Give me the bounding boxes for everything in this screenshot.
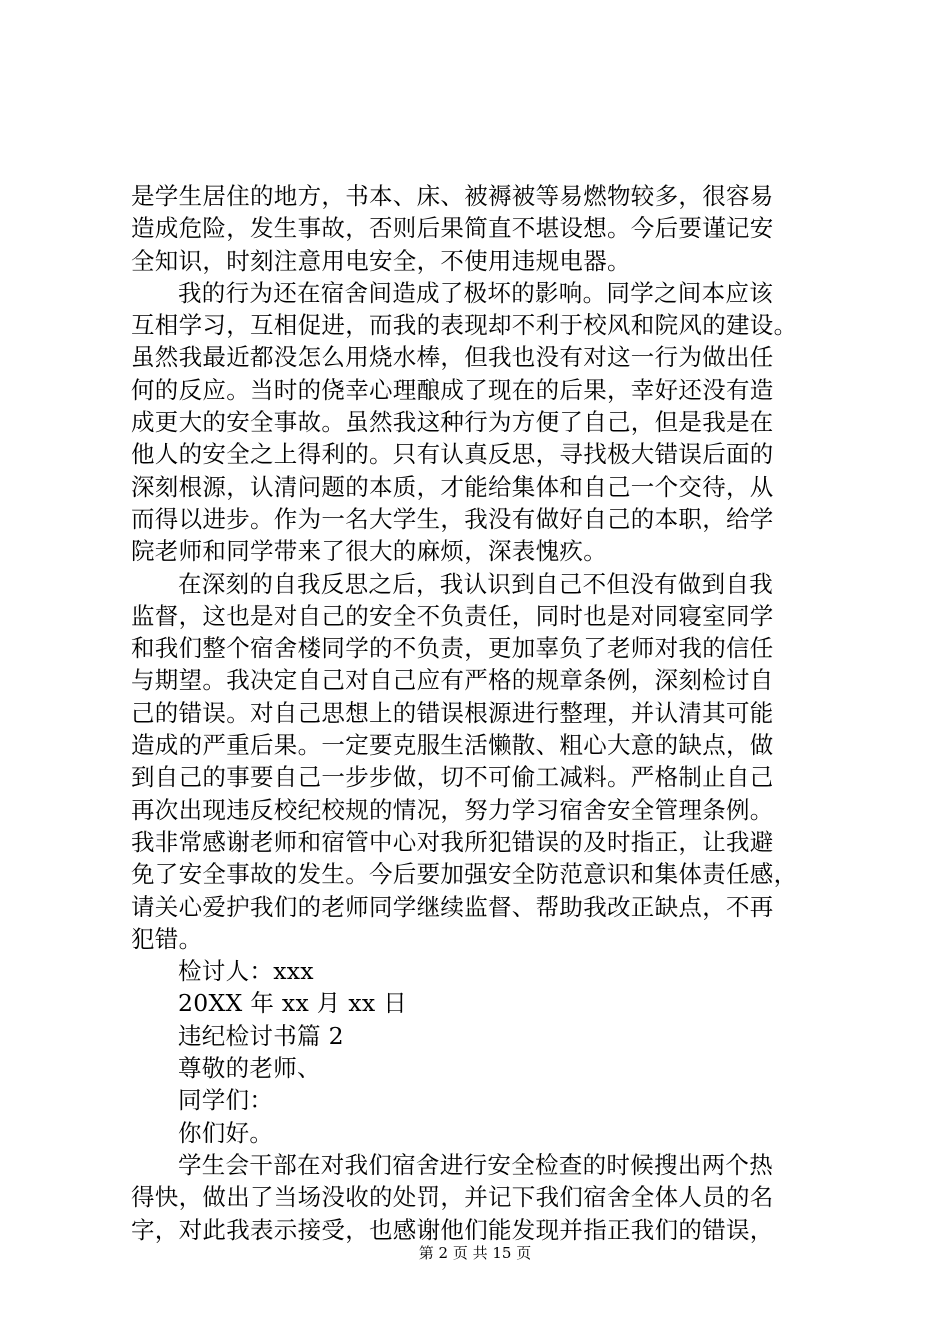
text-line: 他人的安全之上得利的。只有认真反思，寻找极大错误后面的 [131,440,774,469]
text-line: 请关心爱护我们的老师同学继续监督、帮助我改正缺点，不再 [131,892,774,921]
text-line: 免了安全事故的发生。今后要加强安全防范意识和集体责任感， [131,860,798,889]
text-line: 在深刻的自我反思之后，我认识到自己不但没有做到自我 [178,569,773,598]
text-line: 虽然我最近都没怎么用烧水棒，但我也没有对这一行为做出任 [131,343,774,372]
text-line: 检讨人：xxx [178,957,314,986]
text-line: 己的错误。对自己思想上的错误根源进行整理，并认清其可能 [131,698,774,727]
text-line: 与期望。我决定自己对自己应有严格的规章条例，深刻检讨自 [131,666,774,695]
text-line: 字，对此我表示接受，也感谢他们能发现并指正我们的错误， [131,1215,774,1244]
text-line: 你们好。 [178,1118,274,1147]
text-line: 深刻根源，认清问题的本质，才能给集体和自己一个交待，从 [131,472,774,501]
text-line: 院老师和同学带来了很大的麻烦，深表愧疚。 [131,537,607,566]
text-line: 同学们： [178,1086,274,1115]
page-footer: 第 2 页 共 15 页 [418,1244,532,1262]
text-line: 到自己的事要自己一步步做，切不可偷工减料。严格制止自己 [131,763,774,792]
text-line: 全知识，时刻注意用电安全，不使用违规电器。 [131,246,631,275]
text-line: 监督，这也是对自己的安全不负责任，同时也是对同寝室同学 [131,601,774,630]
text-line: 而得以进步。作为一名大学生，我没有做好自己的本职，给学 [131,504,774,533]
text-line: 再次出现违反校纪校规的情况，努力学习宿舍安全管理条例。 [131,795,774,824]
text-line: 违纪检讨书篇 2 [178,1021,344,1050]
text-line: 学生会干部在对我们宿舍进行安全检查的时候搜出两个热 [178,1150,773,1179]
text-line: 得快，做出了当场没收的处罚，并记下我们宿舍全体人员的名 [131,1183,774,1212]
text-line: 是学生居住的地方，书本、床、被褥被等易燃物较多，很容易 [131,182,774,210]
text-line: 我的行为还在宿舍间造成了极坏的影响。同学之间本应该 [178,278,773,307]
text-line: 尊敬的老师、 [178,1054,321,1083]
text-line: 和我们整个宿舍楼同学的不负责，更加辜负了老师对我的信任 [131,634,774,663]
text-line: 犯错。 [131,924,203,953]
text-line: 成更大的安全事故。虽然我这种行为方便了自己，但是我是在 [131,408,774,437]
text-line: 造成危险，发生事故，否则后果简直不堪设想。今后要谨记安 [131,214,774,243]
text-line: 互相学习，互相促进，而我的表现却不利于校风和院风的建设。 [131,311,798,340]
document-body [131,180,851,1246]
text-line: 20XX 年 xx 月 xx 日 [178,989,408,1018]
text-line: 我非常感谢老师和宿管中心对我所犯错误的及时指正，让我避 [131,827,774,856]
text-line: 何的反应。当时的侥幸心理酿成了现在的后果，幸好还没有造 [131,375,774,404]
text-line: 造成的严重后果。一定要克服生活懒散、粗心大意的缺点，做 [131,731,774,760]
